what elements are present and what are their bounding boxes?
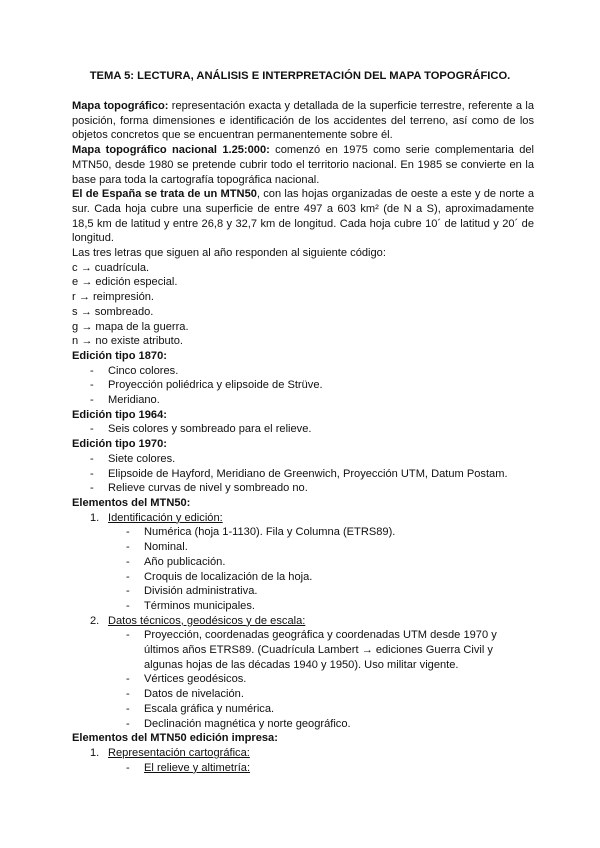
section-label: Representación cartográfica: [108, 746, 250, 759]
definition-mtn50: , con las hojas organizadas de oeste a este y de norte a sur. Cada hoja cubre una superficie de entre 497 a 603 km² (de N a S), aproximadamente 18,5 km de latitud y entre 26,8 y 32,7 km de longitud. Cada hoja cubre 10´ de latitud y 20´ de longitud. [72, 188, 534, 245]
list-item: - Seis colores y sombreado para el relieve. [72, 422, 534, 437]
sublist-identificacion [108, 525, 534, 613]
numbered-section-representacion [72, 746, 534, 775]
sublist-representacion [108, 761, 534, 776]
list-item: - Nominal. [108, 540, 534, 555]
numbered-section-identificacion [72, 511, 534, 614]
paragraph-mtn50 [72, 187, 534, 246]
document-body [72, 99, 534, 775]
term-mtn25: Mapa topográfico nacional 1.25:000: [72, 144, 270, 157]
definition-mapa-topografico: representación exacta y detallada de la superficie terrestre, referente a la posición, forma dimensiones e identificación de los accidentes del terreno, así como de los objetos concretos que se encuentran permanentemente sobre él. [72, 100, 534, 142]
definition-mtn25: comenzó en 1975 como serie complementaria del MTN50, desde 1980 se pretende cubrir todo el territorio nacional. En 1985 se convierte en la base para toda la cartografía topográfica nacional. [72, 144, 535, 186]
list-edicion-1970 [72, 452, 534, 496]
list-edicion-1964 [72, 422, 534, 437]
codes-intro: Las tres letras que siguen al año responden al siguiente código: [72, 247, 386, 260]
section-number: 1. [90, 511, 100, 524]
code-line: r → reimpresión. [72, 291, 154, 304]
code-line: c → cuadrícula. [72, 261, 150, 274]
page-title: TEMA 5: LECTURA, ANÁLISIS E INTERPRETACIÓN DEL MAPA TOPOGRÁFICO. [89, 70, 511, 82]
term-mtn50: El de España se trata de un MTN50 [72, 188, 257, 201]
list-item: - Vértices geodésicos. [108, 672, 534, 687]
list-item: - Siete colores. [72, 452, 534, 467]
list-item: - Meridiano. [72, 393, 534, 408]
list-elementos-mtn50 [72, 511, 534, 732]
list-edicion-impresa [72, 746, 534, 775]
sublist-datos-tecnicos [108, 628, 534, 731]
heading-edicion-impresa: Elementos del MTN50 edición impresa: [72, 732, 278, 745]
code-line: n → no existe atributo. [72, 335, 183, 348]
heading-edicion-1970: Edición tipo 1970: [72, 438, 167, 451]
list-item: - Escala gráfica y numérica. [108, 702, 534, 717]
numbered-section-datos-tecnicos [72, 614, 534, 732]
list-item: - Relieve curvas de nivel y sombreado no. [72, 481, 534, 496]
list-item: - Numérica (hoja 1-1130). Fila y Columna (ETRS89). [108, 525, 534, 540]
section-label: Identificación y edición: [108, 511, 223, 524]
list-item: - Proyección, coordenadas geográfica y coordenadas UTM desde 1970 y últimos años ETRS89. (Cuadrícula Lambert → ediciones Guerra Civil y algunas hojas de las décadas 1940 y 1950). Uso militar vigente. [108, 628, 534, 672]
section-number: 1. [90, 746, 100, 759]
code-line: g → mapa de la guerra. [72, 320, 189, 333]
section-label: Datos técnicos, geodésicos y de escala: [108, 614, 306, 627]
term-mapa-topografico: Mapa topográfico: [72, 100, 169, 112]
list-item: - Términos municipales. [108, 599, 534, 614]
paragraph-mapa-topografico [72, 99, 534, 143]
code-line: e → edición especial. [72, 276, 178, 289]
list-item: - Elipsoide de Hayford, Meridiano de Greenwich, Proyección UTM, Datum Postam. [72, 467, 534, 482]
list-item: - Proyección poliédrica y elipsoide de Strüve. [72, 378, 534, 393]
list-item: - Croquis de localización de la hoja. [108, 570, 534, 585]
list-item: - Año publicación. [108, 555, 534, 570]
list-item [108, 761, 534, 776]
list-item: - División administrativa. [108, 584, 534, 599]
heading-edicion-1964: Edición tipo 1964: [72, 408, 167, 421]
list-item: - Datos de nivelación. [108, 687, 534, 702]
heading-edicion-1870: Edición tipo 1870: [72, 349, 167, 362]
paragraph-mtn25 [72, 143, 534, 187]
list-item: - Declinación magnética y norte geográfico. [108, 717, 534, 732]
section-number: 2. [90, 614, 100, 627]
code-line: s → sombreado. [72, 305, 154, 318]
list-edicion-1870 [72, 364, 534, 408]
list-item: - Cinco colores. [72, 364, 534, 379]
relieve-label: El relieve y altimetría: [144, 761, 251, 774]
heading-elementos-mtn50: Elementos del MTN50: [72, 496, 191, 509]
